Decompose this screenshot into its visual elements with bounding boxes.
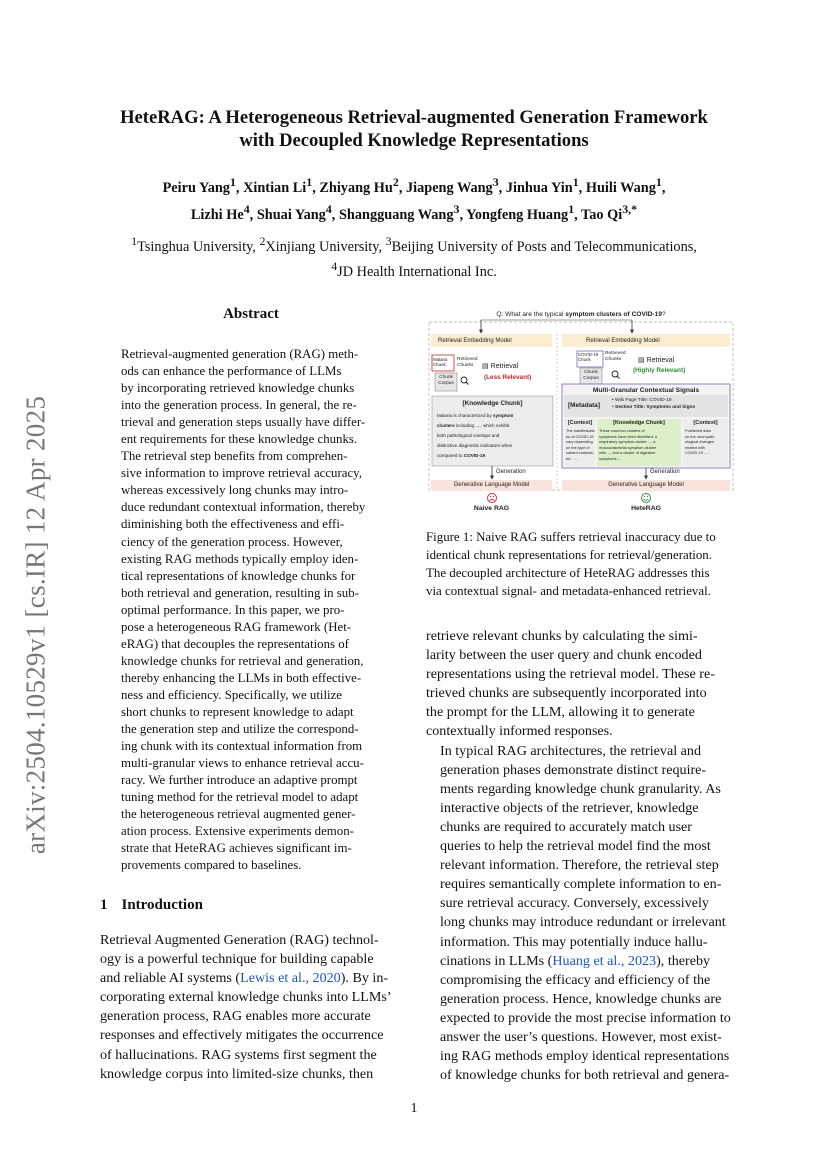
malaria-chunk-label: Malaria Chunk — [433, 357, 448, 367]
left-chunk-corpus-label: Chunk Corpus — [438, 375, 454, 386]
author-affiliation-sup: 1 — [306, 175, 313, 189]
affiliation-sup: 1 — [131, 234, 138, 248]
abstract-line: Retrieval-augmented generation (RAG) meth- — [121, 347, 359, 361]
intro-line: ogy is a powerful technique for building capable — [100, 951, 374, 968]
highly-relevant-label: (Highly Relevant) — [633, 367, 686, 374]
author-name: Xintian Li — [243, 179, 307, 196]
context-line: variant contract- — [566, 450, 594, 456]
context-line: on the type of — [566, 444, 590, 450]
context-line: ological changes — [685, 439, 714, 445]
abstract-line: short chunks to represent knowledge to adapt — [121, 704, 354, 719]
search-icon — [612, 371, 618, 377]
author-name: Jinhua Yin — [505, 179, 573, 196]
body-line: In typical RAG architectures, the retrieval and — [440, 742, 702, 759]
left-embed-label: Retrieval Embedding Model — [438, 338, 512, 344]
sad-face-icon — [488, 494, 497, 503]
intro-line: corporating external knowledge chunks into LLMs’ — [100, 989, 392, 1006]
search-icon — [461, 377, 467, 383]
body-line: expected to provide the most precise information to — [440, 1009, 731, 1026]
left-retrieved-chunks: Retrieved Chunks — [457, 357, 478, 368]
author-name: Tao Qi — [581, 206, 623, 223]
chunk-line: with ..., and a cluster of digestive — [599, 450, 656, 456]
abstract-line: ciency of the generation process. However, — [121, 534, 343, 549]
abstract-line: racy. We further introduce an adaptive prompt — [121, 773, 358, 788]
author-line-1: Peiru Yang$^1$, Xintian Li$^1$, Zhiyang Hu$^2$, Jiapeng Wang$^3$, Jinhua Yin$^1$, Huili Wang$^1$, — [162, 175, 666, 196]
affiliation-sup: 3 — [385, 234, 392, 248]
paper-title — [60, 106, 768, 152]
context-right-text — [685, 428, 728, 456]
body-line: contextually informed responses. — [426, 723, 613, 740]
intro-line: responses and effectively mitigates the occurrence — [100, 1027, 384, 1044]
retrieval-text: Retrieval — [646, 357, 675, 364]
abstract-line: ation process. Extensive experiments demon- — [121, 824, 354, 839]
author-name: Shuai Yang — [256, 206, 326, 223]
body-line: ing RAG methods employ identical representations — [440, 1048, 730, 1065]
context-left-head: [Context] — [567, 420, 593, 426]
retrieval-text: Retrieval — [490, 363, 519, 370]
bold-text: symptom — [492, 413, 514, 418]
context-line: on the neuropath — [685, 433, 715, 439]
abstract-line: The retrieval step benefits from comprehen- — [121, 449, 348, 464]
figure-query — [426, 311, 736, 318]
body-line: requires semantically complete information to en- — [440, 876, 722, 893]
affiliation-name: Beijing University of Posts and Telecommunications, — [391, 238, 697, 255]
metadata-values — [612, 397, 695, 411]
abstract-line: multi-granular views to enhance retrieval accu- — [121, 756, 364, 771]
abstract-body — [121, 346, 381, 874]
arxiv-sidebar — [14, 372, 58, 878]
context-line: ns of COVID-19 — [566, 433, 594, 439]
section-heading — [100, 897, 203, 914]
abstract-line: trieval and generation steps usually have differ- — [121, 415, 366, 430]
chunk-line: symptoms ... — [599, 455, 622, 461]
context-line: COVID-19 ...... — [685, 450, 711, 456]
right-paragraph-2 — [426, 742, 731, 1086]
body-line: answer the user’s questions. However, most exist- — [440, 1028, 722, 1045]
affiliation-line-2 — [60, 257, 768, 282]
body-line: of knowledge chunks for both retrieval and genera- — [440, 1067, 730, 1084]
author-name: Yongfeng Huang — [466, 206, 569, 223]
author-affiliation-sup: 1 — [229, 175, 236, 189]
abstract-line: existing RAG methods typically employ iden- — [121, 551, 359, 566]
body-line: ments regarding knowledge chunk granularity. As — [440, 780, 721, 797]
figure-caption — [426, 529, 731, 601]
section-number: 1 — [100, 897, 108, 913]
happy-face-icon — [642, 494, 651, 503]
body-line: the prompt for the LLM, allowing it to generate — [426, 704, 695, 721]
body-line: information. This may potentially induce hallu- — [440, 933, 708, 950]
context-line: vary depending — [566, 439, 593, 445]
covid-chunk-label: COVID-19 Chunk — [578, 352, 599, 362]
affiliations — [60, 232, 768, 282]
body-line: sure retrieval accuracy. Conversely, excessively — [440, 895, 709, 912]
left-knowledge-chunk-head: [Knowledge Chunk] — [462, 400, 523, 407]
body-line: generation process. Hence, knowledge chunks are — [440, 990, 722, 1007]
right-retrieval-label — [638, 357, 674, 364]
author-name: Shangguang Wang — [338, 206, 454, 223]
author-affiliation-sup: 2 — [392, 175, 399, 189]
chunk-line: clusters including ...., which exhibit — [437, 423, 510, 428]
abstract-line: by incorporating retrieved knowledge chunks — [121, 381, 355, 396]
left-gen-model-label: Generative Language Model — [453, 482, 530, 488]
right-embed-label: Retrieval Embedding Model — [586, 338, 660, 344]
abstract-line: knowledge chunks for retrieval and generation, — [121, 653, 364, 668]
author-name: Peiru Yang — [162, 179, 230, 196]
affiliation-sup: 4 — [331, 258, 338, 273]
author-affiliation-sup: 4 — [325, 201, 332, 216]
right-generation-label: Generation — [650, 469, 680, 475]
abstract-line: provements compared to baselines. — [121, 858, 302, 873]
context-line: Published data — [685, 428, 711, 433]
abstract-line: optimal performance. In this paper, we pro- — [121, 602, 345, 617]
caption-line: Figure 1: Naive RAG suffers retrieval inaccuracy due to — [426, 530, 716, 544]
intro-line: knowledge corpus into limited-size chunks, then — [100, 1065, 374, 1082]
caption-line: identical chunk representations for retrieval/generation. — [426, 547, 712, 562]
page-number: 1 — [410, 1101, 418, 1116]
body-line: relevant information. Therefore, the retrieval step — [440, 857, 719, 874]
author-affiliation-sup: 3 — [492, 175, 499, 189]
naive-rag-label: Naive RAG — [473, 505, 510, 512]
abstract-line: ods can enhance the performance of LLMs — [121, 364, 342, 379]
abstract-line: ent requirements for these knowledge chunks. — [121, 432, 358, 447]
body-line: interactive objects of the retriever, knowledge — [440, 799, 699, 816]
body-line: representations using the retrieval model. These re- — [426, 666, 715, 683]
query-bold: symptom clusters of COVID-19 — [565, 311, 662, 318]
body-line: trieved chunks are subsequently incorporated into — [426, 685, 707, 702]
chunk-line: musculoskeletal symptom cluster — [599, 444, 657, 450]
author-affiliation-sup: 1 — [568, 201, 575, 216]
caption-line: The decoupled architecture of HeteRAG addresses this — [426, 565, 710, 580]
section-title: Introduction — [121, 897, 203, 913]
chunk-line: compared to COVID-19. — [437, 453, 487, 458]
left-generation-label: Generation — [496, 469, 526, 475]
abstract-line: strate that HeteRAG achieves significant im- — [121, 841, 352, 856]
context-left-text — [566, 428, 595, 462]
citation-link[interactable]: Lewis et al., 2020 — [240, 970, 341, 987]
doc-icon: ▤ — [482, 363, 489, 370]
affiliation-name: Xinjiang University, — [265, 238, 386, 255]
caption-line: via contextual signal- and metadata-enhanced retrieval. — [426, 583, 711, 598]
body-line: long chunks may introduce redundant or irrelevant — [440, 914, 726, 931]
chunk-line: respiratory symptom cluster ..., a — [599, 439, 656, 445]
affiliation-name: JD Health International Inc. — [337, 263, 497, 280]
left-retrieval-label — [482, 363, 518, 370]
chunk-line: distinctive diagnostic indicators when — [437, 443, 513, 448]
left-knowledge-chunk-text — [437, 411, 549, 461]
author-line-2: Lizhi He$^4$, Shuai Yang$^4$, Shangguang Wang$^3$, Yongfeng Huang$^1$, Tao $Qi^{3,*}$ — [190, 201, 638, 223]
chunk-line: Malaria is characterized by symptom — [437, 413, 514, 418]
abstract-line: ness and efficiency. Specifically, we utilize — [121, 687, 342, 702]
less-relevant-label: (Less Relevant) — [484, 374, 532, 381]
author-name: Zhiyang Hu — [319, 179, 393, 196]
abstract-line: duce redundant contextual information, thereby — [121, 500, 366, 515]
wiki-title: • Wiki Page Title: COVID-19 — [612, 398, 672, 403]
doc-icon: ▤ — [638, 357, 645, 364]
intro-line: and reliable AI systems (Lewis et al., 2020). By in- — [100, 970, 389, 987]
context-line: The manifestatio — [566, 428, 595, 433]
affiliation-sup: 2 — [259, 234, 266, 248]
abstract-line: eRAG) that decouples the representations of — [121, 636, 349, 651]
author-name: Huili Wang — [585, 179, 656, 196]
body-line: retrieve relevant chunks by calculating the simi- — [426, 628, 698, 644]
context-right-head: [Context] — [693, 420, 718, 426]
abstract-line: pose a heterogeneous RAG framework (Het- — [121, 619, 352, 634]
right-paragraph-1 — [426, 627, 731, 742]
author-affiliation-sup: 1 — [572, 175, 579, 189]
bold-text: clusters — [437, 423, 455, 428]
section-title-meta: • Section Title: Symptoms and Signs — [612, 405, 696, 410]
intro-line: Retrieval Augmented Generation (RAG) technol- — [100, 932, 379, 948]
knowledge-chunk-right-text — [599, 428, 681, 462]
citation-link[interactable]: Huang et al., 2023 — [552, 952, 657, 969]
intro-line: generation process, RAG enables more accurate — [100, 1008, 371, 1025]
author-name: Jiapeng Wang — [405, 179, 493, 196]
figure-1 — [426, 306, 736, 521]
abstract-line: ing chunk with its contextual information from — [121, 739, 363, 754]
author-affiliation-sup: 3 — [453, 201, 460, 216]
abstract-line: both retrieval and generation, resulting in sub- — [121, 585, 359, 600]
heterag-label: HeteRAG — [631, 505, 661, 512]
author-affiliation-sup: 1 — [655, 175, 662, 189]
author-affiliation-sup: 4 — [243, 201, 250, 216]
abstract-line: diminishing both the effectiveness and effi- — [121, 517, 345, 532]
introduction-body — [100, 931, 404, 1084]
right-gen-model-label: Generative Language Model — [608, 482, 684, 488]
arxiv-identifier: arXiv:2504.10529v1 [cs.IR] 12 Apr 2025 — [20, 395, 51, 855]
body-line: generation phases demonstrate distinct require- — [440, 761, 707, 778]
context-line: ed ...... — [566, 455, 578, 461]
body-line: queries to help the retrieval model find the most — [440, 838, 711, 855]
bold-text: COVID-19 — [463, 453, 486, 458]
right-column-body — [426, 627, 731, 1085]
author-name: Lizhi He — [190, 206, 244, 223]
body-line: cinations in LLMs (Huang et al., 2023), thereby — [440, 952, 711, 969]
abstract-line: sive information to improve retrieval accuracy, — [121, 466, 362, 481]
context-line: related with — [685, 444, 705, 450]
title-line-2: with Decoupled Knowledge Representations — [239, 130, 589, 151]
right-retrieved-chunks: Retrieved Chunks — [605, 351, 626, 362]
abstract-line: the generation step and utilize the correspond- — [121, 722, 359, 737]
author-list — [110, 172, 718, 226]
chunk-line: symptoms have been identified: a — [599, 433, 657, 439]
abstract-line: tical representations of knowledge chunks for — [121, 568, 356, 583]
abstract-heading: Abstract — [223, 306, 279, 322]
body-line: larity between the user query and chunk encoded — [426, 647, 702, 664]
knowledge-chunk-right-head: [Knowledge Chunk] — [613, 420, 665, 426]
right-chunk-corpus-label: Chunk Corpus — [583, 370, 599, 381]
chunk-line: both pathological overlaps and — [437, 433, 500, 438]
body-line: chunks are required to accurately match user — [440, 818, 693, 835]
affiliation-name: Tsinghua University, — [137, 238, 260, 255]
abstract-line: whereas excessively long chunks may intro- — [121, 483, 349, 498]
query-prefix: Q: What are the typical — [496, 311, 566, 318]
author-affiliation-sup: 3,* — [622, 201, 638, 216]
abstract-line: the heterogeneous retrieval augmented gener- — [121, 807, 356, 822]
title-line-1: HeteRAG: A Heterogeneous Retrieval-augmented Generation Framework — [120, 107, 708, 128]
multi-granular-label: Multi-Granular Contextual Signals — [592, 387, 700, 394]
abstract-line: tuning method for the retrieval model to adapt — [121, 790, 359, 805]
affiliation-line-1 — [60, 232, 768, 257]
intro-line: of hallucinations. RAG systems first segment the — [100, 1046, 377, 1063]
metadata-label: [Metadata] — [568, 402, 600, 409]
abstract-line: into the generation process. In general, the re- — [121, 398, 357, 413]
body-line: compromising the efficacy and efficiency of the — [440, 971, 711, 988]
abstract-line: thereby enhancing the LLMs in both effective- — [121, 670, 362, 685]
query-suffix: ? — [661, 311, 666, 318]
chunk-line: These common clusters of — [599, 428, 645, 433]
